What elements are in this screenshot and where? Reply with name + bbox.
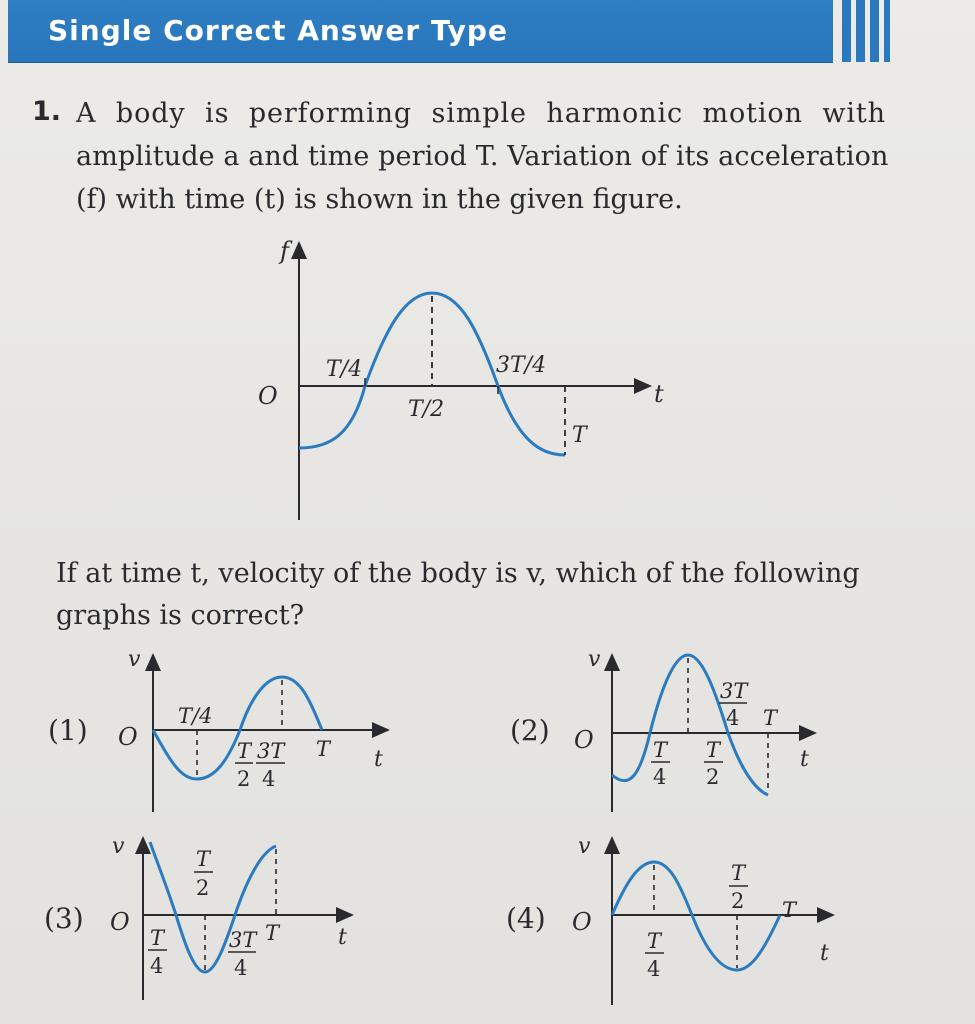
option-3-label: (3)	[44, 902, 84, 935]
svg-text:v: v	[588, 647, 601, 672]
svg-text:O: O	[574, 726, 594, 754]
svg-text:T/4: T/4	[178, 704, 213, 728]
option-1-label: (1)	[48, 714, 88, 747]
question-line-4: If at time t, velocity of the body is v, which of the following	[56, 558, 860, 589]
y-axis-label: f	[280, 237, 289, 265]
svg-text:2: 2	[731, 889, 745, 913]
question-number: 1.	[32, 96, 62, 127]
svg-text:v: v	[128, 647, 141, 672]
svg-text:t: t	[338, 925, 347, 950]
svg-text:4: 4	[726, 706, 740, 730]
option-2-label: (2)	[510, 714, 550, 747]
question-line-5: graphs is correct?	[56, 600, 305, 631]
svg-text:T: T	[731, 861, 746, 885]
svg-text:4: 4	[234, 956, 248, 980]
svg-text:T: T	[647, 929, 662, 953]
svg-text:3T: 3T	[720, 679, 748, 703]
svg-text:v: v	[578, 834, 591, 859]
x-axis-label: t	[654, 380, 664, 408]
svg-text:T: T	[763, 706, 778, 730]
svg-text:T: T	[150, 926, 165, 950]
tick-t4: T/4	[326, 357, 363, 382]
svg-text:T: T	[782, 898, 797, 922]
svg-text:2: 2	[706, 765, 720, 789]
svg-text:4: 4	[653, 765, 667, 789]
svg-text:T: T	[706, 738, 721, 762]
svg-text:t: t	[820, 941, 829, 966]
origin-label: O	[258, 382, 278, 410]
svg-text:O: O	[572, 908, 592, 936]
svg-text:4: 4	[262, 767, 276, 791]
svg-text:v: v	[112, 834, 125, 859]
svg-text:3T: 3T	[229, 928, 257, 952]
option-4-label: (4)	[506, 902, 546, 935]
svg-text:2: 2	[196, 876, 210, 900]
svg-text:T: T	[196, 847, 211, 871]
svg-text:4: 4	[150, 954, 164, 978]
svg-text:4: 4	[647, 957, 661, 981]
svg-text:O: O	[118, 723, 138, 751]
svg-text:T: T	[237, 739, 252, 763]
tick-3t4: 3T/4	[496, 353, 547, 378]
question-line-2: amplitude a and time period T. Variation of its acceleration	[76, 141, 889, 172]
question-line-3: (f) with time (t) is shown in the given figure.	[76, 184, 683, 215]
svg-text:T: T	[653, 738, 668, 762]
svg-text:t: t	[374, 747, 383, 772]
section-title: Single Correct Answer Type	[48, 14, 508, 47]
svg-text:T: T	[265, 921, 280, 945]
svg-text:T: T	[316, 737, 331, 761]
tick-t: T	[572, 423, 587, 448]
svg-text:3T: 3T	[257, 739, 285, 763]
svg-text:2: 2	[237, 767, 251, 791]
svg-text:t: t	[800, 747, 809, 772]
svg-text:O: O	[110, 908, 130, 936]
tick-t2: T/2	[408, 397, 445, 422]
question-line-1: A body is performing simple harmonic motion with	[76, 98, 886, 129]
